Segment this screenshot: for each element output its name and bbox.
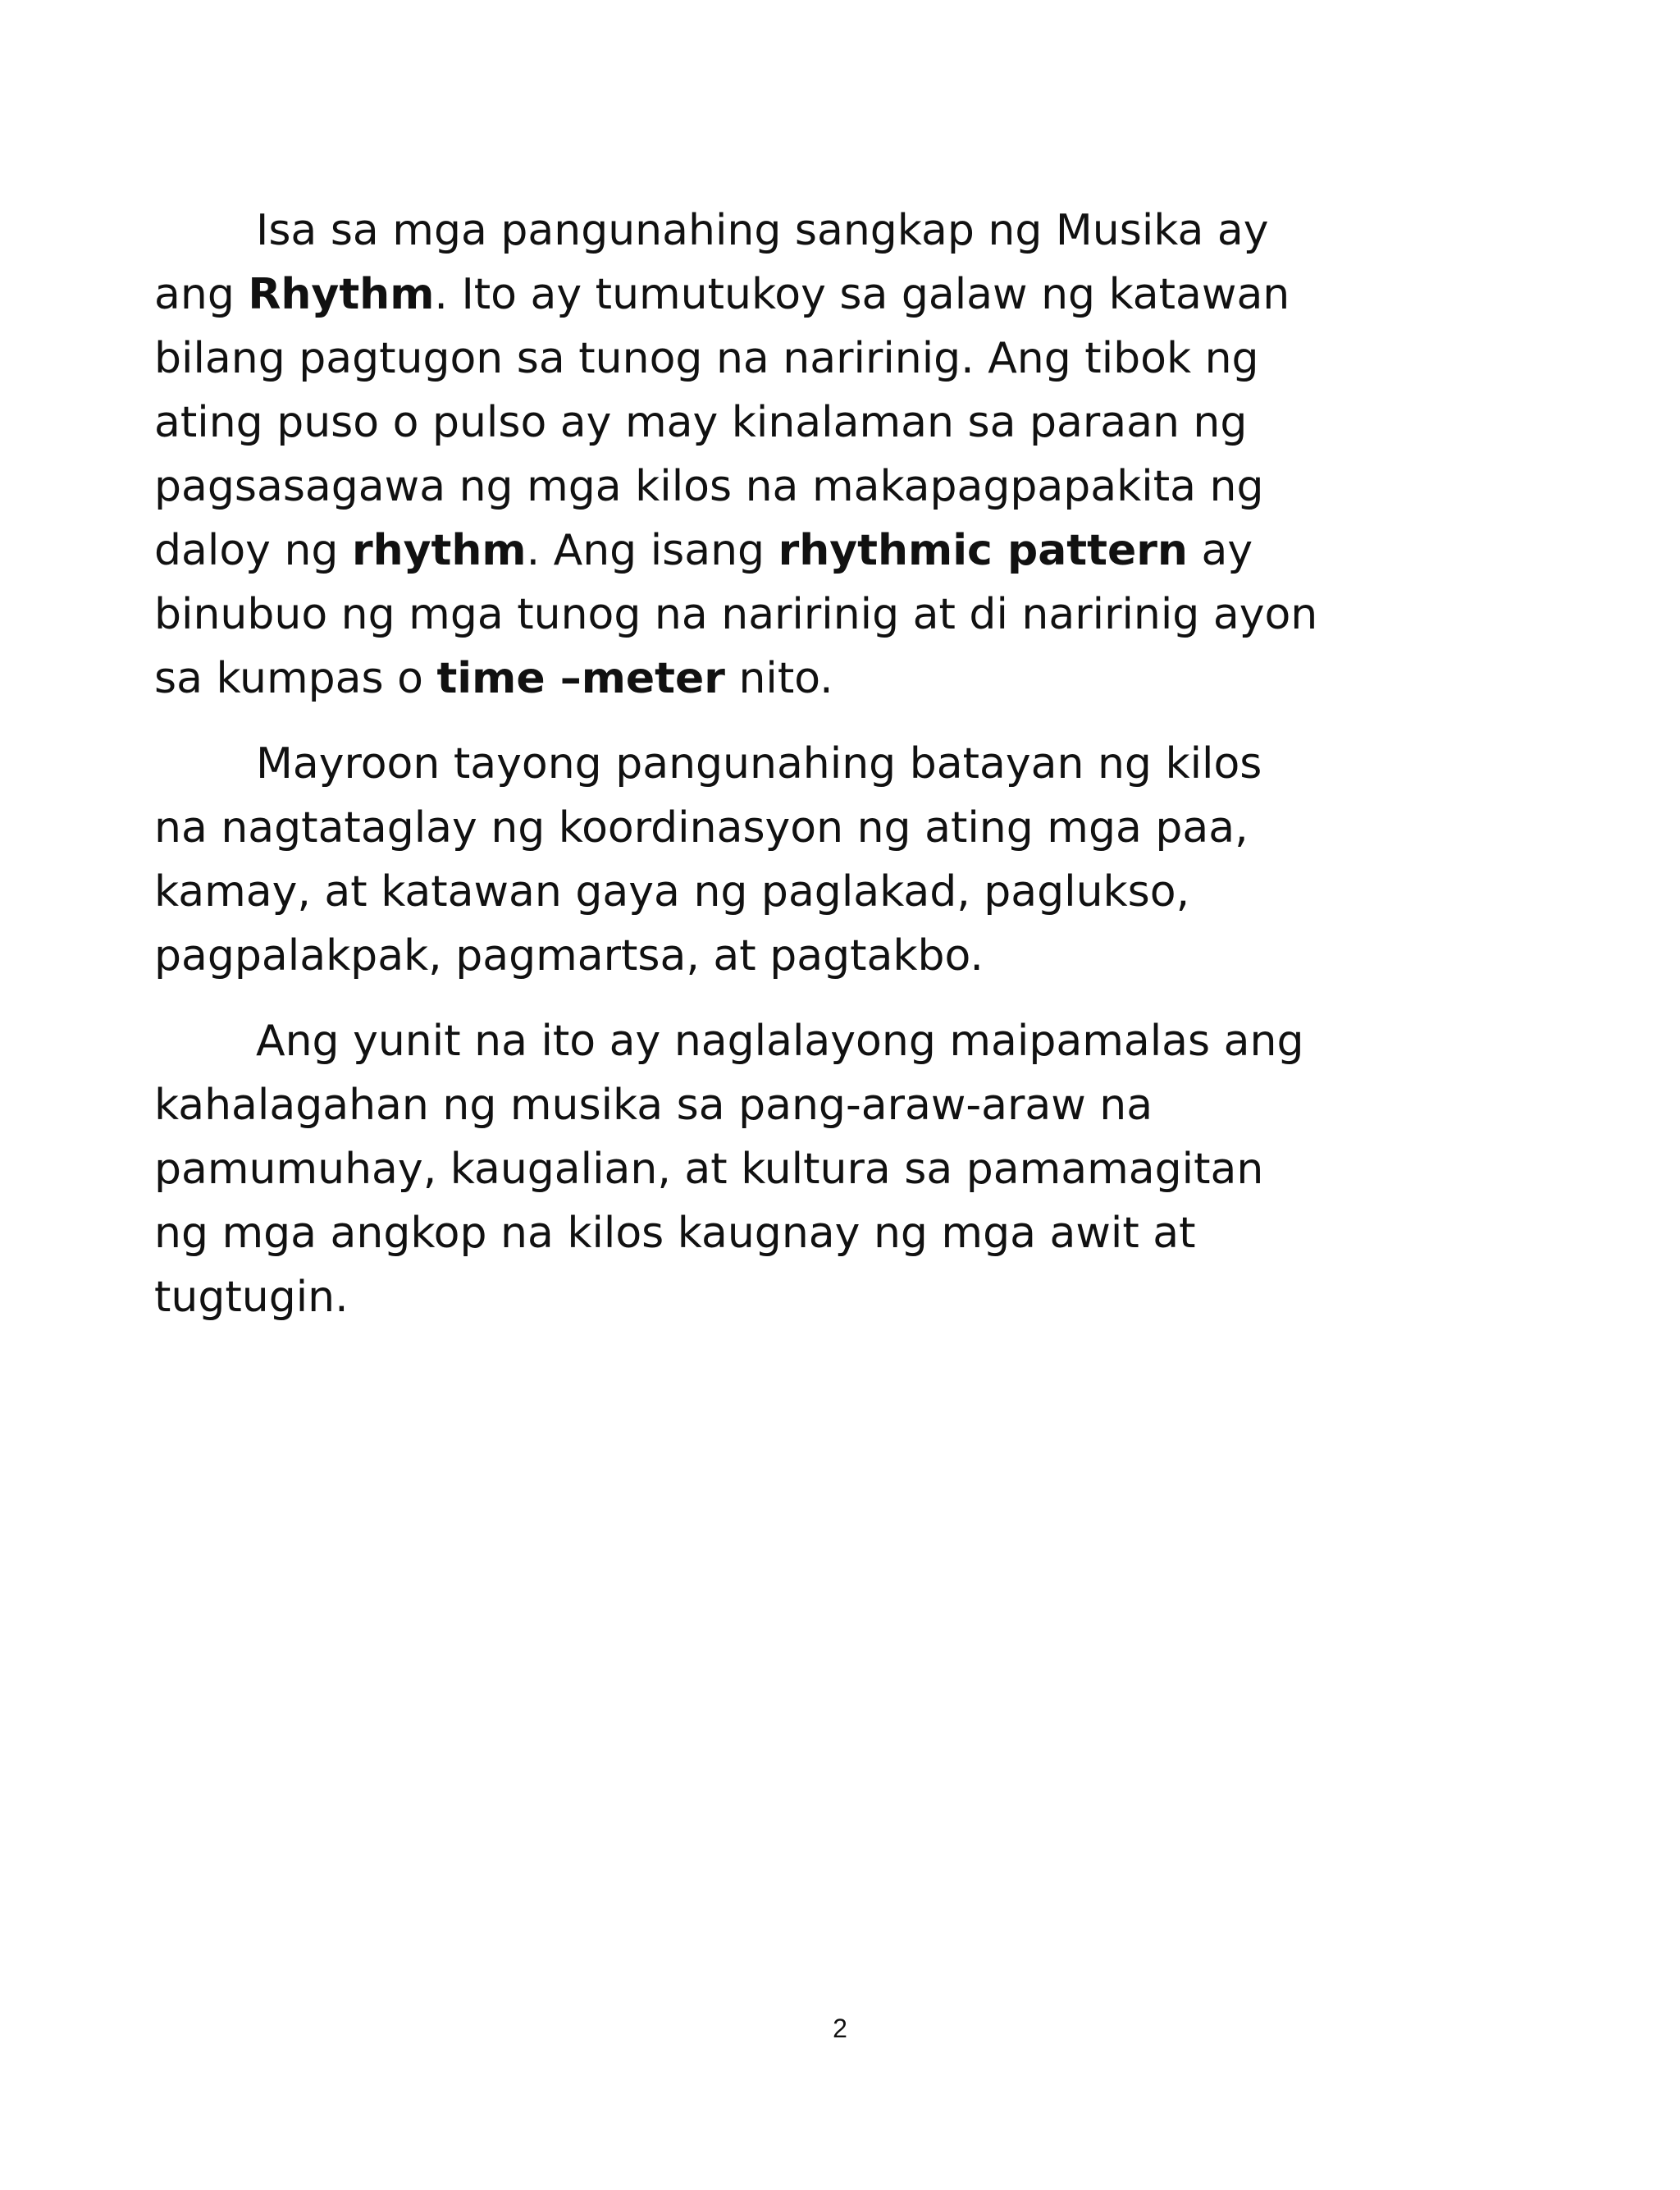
body-text [154,199,1401,1351]
text-line: ating puso o pulso ay may kinalaman sa paraan ng [154,398,1248,447]
text-line: pagsasagawa ng mga kilos na makapagpapakita ng [154,462,1264,511]
page-number: 2 [833,2014,847,2043]
bold-term-rhythm: Rhythm [248,270,435,319]
text-line: na nagtataglay ng koordinasyon ng ating mga paa, [154,803,1249,853]
text-line: pamumuhay, kaugalian, at kultura sa pamamagitan [154,1145,1264,1194]
text-line: ng mga angkop na kilos kaugnay ng mga awit at [154,1209,1196,1258]
text-line: pagpalakpak, pagmartsa, at pagtakbo. [154,931,984,981]
text-line: ang Rhythm. Ito ay tumutukoy sa galaw ng katawan [154,270,1290,319]
text-line: daloy ng rhythm. Ang isang rhythmic pattern ay [154,526,1253,575]
text-line: Isa sa mga pangunahing sangkap ng Musika ay [256,206,1269,255]
bold-term-time-meter: time –meter [436,654,725,703]
bold-term-rhythm-lower: rhythm [351,526,527,575]
paragraph-unit-goal [154,1009,1401,1329]
paragraph-rhythm-intro [154,199,1401,711]
bold-term-rhythmic-pattern: rhythmic pattern [778,526,1188,575]
text-line: bilang pagtugon sa tunog na naririnig. Ang tibok ng [154,334,1259,383]
text-line: kamay, at katawan gaya ng paglakad, paglukso, [154,867,1190,917]
paragraph-basic-movements [154,732,1401,988]
text-line: Ang yunit na ito ay naglalayong maipamalas ang [256,1017,1304,1066]
text-line: kahalagahan ng musika sa pang-araw-araw na [154,1081,1153,1130]
text-line: sa kumpas o time –meter nito. [154,654,833,703]
text-line: binubuo ng mga tunog na naririnig at di naririnig ayon [154,590,1318,639]
text-line: Mayroon tayong pangunahing batayan ng kilos [256,739,1262,789]
text-line: tugtugin. [154,1273,349,1322]
